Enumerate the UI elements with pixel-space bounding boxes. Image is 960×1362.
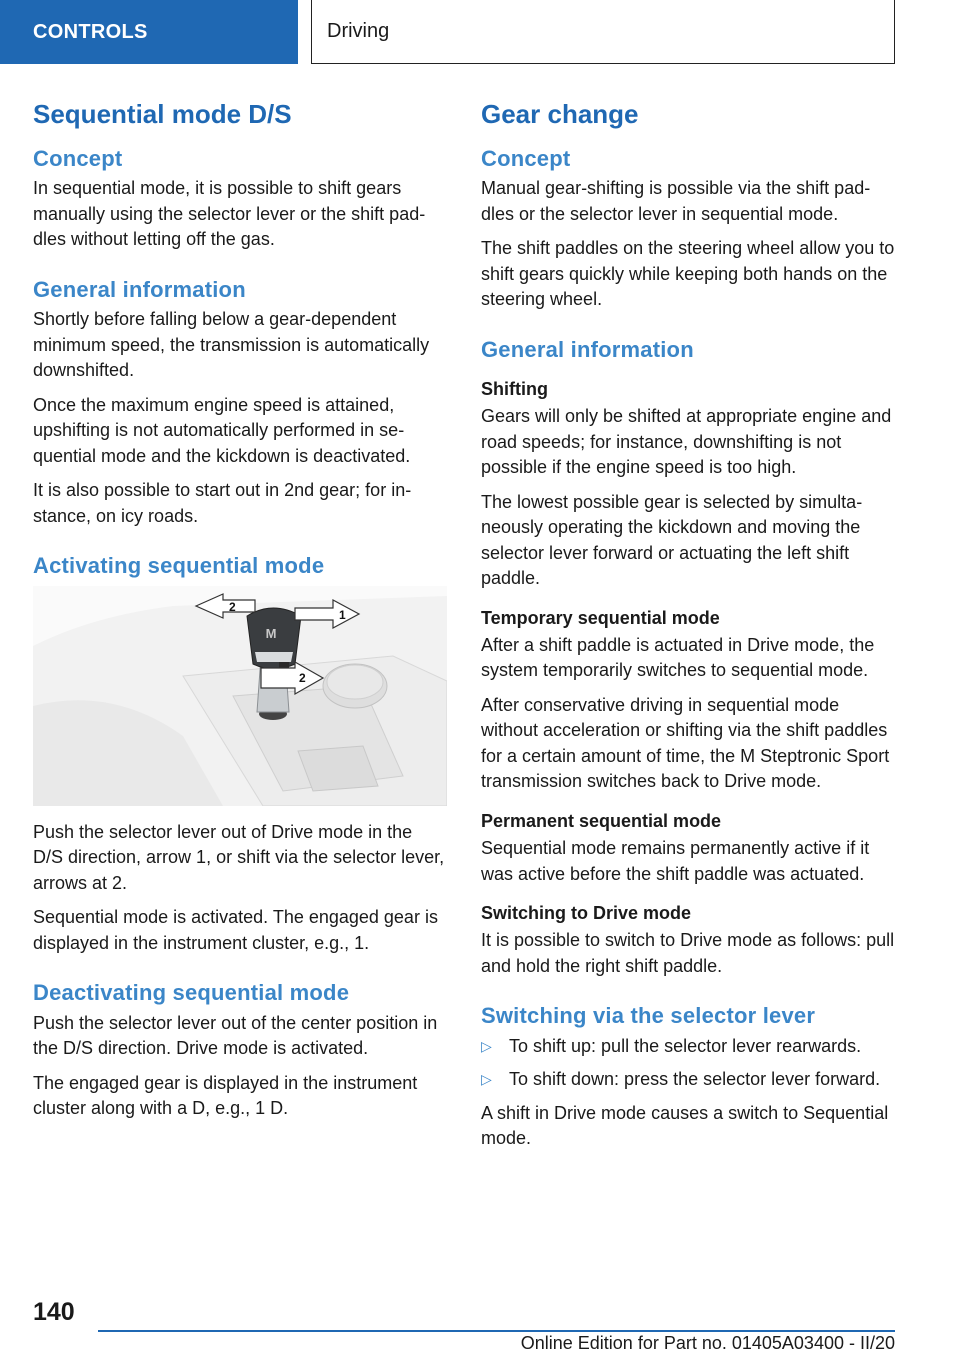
figure-label-arrow-2-top: 2 xyxy=(229,599,236,614)
paragraph: After a shift paddle is actuated in Drive mode, the system temporarily switches to sequential mode. xyxy=(481,634,875,681)
section-label: Driving xyxy=(327,20,390,42)
paragraph: It is possible to switch to Drive mode as follows: pull and hold the right shift paddle. xyxy=(481,930,895,976)
heading-deactivating-sequential-mode: Deactivating sequential mode xyxy=(33,980,350,1005)
paragraph: Push the selector lever out of Drive mode in the D/S direction, arrow 1, or shift via the selector lever, arrows at 2. xyxy=(33,821,445,893)
page-number: 140 xyxy=(33,1298,75,1326)
list-item xyxy=(481,1067,896,1093)
subheading-temporary-sequential-mode: Temporary sequential mode xyxy=(481,607,720,628)
list-item xyxy=(481,1034,896,1060)
paragraph: Once the maximum engine speed is attained, upshifting is not automatically performed in sequential mode and the kickdown is deactivated. xyxy=(33,394,411,466)
chapter-label: CONTROLS xyxy=(33,20,148,43)
paragraph: Shortly before falling below a gear-dependent minimum speed, the transmission is automatically downshifted. xyxy=(33,309,430,380)
shift-steps-list xyxy=(481,1034,896,1093)
chapter-tab xyxy=(0,0,298,64)
page-title-gear-change: Gear change xyxy=(481,99,639,129)
figure-logo-m: M xyxy=(265,625,277,641)
footer-divider xyxy=(98,1330,895,1332)
subheading-permanent-sequential-mode: Permanent sequential mode xyxy=(481,810,722,831)
heading-activating-sequential-mode: Activating sequential mode xyxy=(33,553,325,578)
heading-switching-via-selector-lever: Switching via the selector lever xyxy=(481,1003,816,1029)
paragraph: The shift paddles on the steering wheel allow you to shift gears quickly while keeping both hands on the steering wheel. xyxy=(481,238,895,309)
heading-concept: Concept xyxy=(33,145,123,171)
paragraph: Manual gear-shifting is possible via the shift paddles or the selector lever in sequential mode. xyxy=(481,178,871,224)
figure-label-arrow-1: 1 xyxy=(339,607,346,622)
paragraph: The engaged gear is displayed in the instrument cluster along with a D, e.g., 1 D. xyxy=(33,1072,418,1118)
right-column xyxy=(481,98,896,1161)
subheading-switching-to-drive-mode: Switching to Drive mode xyxy=(481,903,692,924)
section-header xyxy=(311,0,895,64)
paragraph: It is also possible to start out in 2nd gear; for instance, on icy roads. xyxy=(33,480,412,526)
paragraph: In sequential mode, it is possible to shift gears manually using the selector lever or the shift paddles without letting off the gas. xyxy=(33,178,426,249)
figure-label-arrow-2-bottom: 2 xyxy=(299,670,306,685)
triangle-bullet-icon: ▷ xyxy=(481,1071,492,1088)
paragraph: A shift in Drive mode causes a switch to Sequential mode. xyxy=(481,1102,889,1149)
edition-footer: Online Edition for Part no. 01405A03400 - II/20 xyxy=(520,1333,895,1353)
paragraph: After conservative driving in sequential mode without acceleration or shifting via the shift paddles for a certain amount of time, the M Steptronic Sport transmission switches back to Drive mode. xyxy=(481,694,890,792)
heading-general-information: General information xyxy=(33,276,246,302)
heading-general-information: General information xyxy=(481,336,694,362)
page-title-sequential-mode: Sequential mode D/S xyxy=(33,99,292,129)
triangle-bullet-icon: ▷ xyxy=(481,1037,492,1054)
left-column xyxy=(33,98,447,1131)
subheading-shifting: Shifting xyxy=(481,379,548,399)
paragraph: The lowest possible gear is selected by simultaneously operating the kickdown and moving the selector lever forward or actuating the left shift paddle. xyxy=(481,491,863,589)
selector-lever-illustration xyxy=(33,586,447,806)
paragraph: Gears will only be shifted at appropriate engine and road speeds; for instance, downshifting is not possible if the engine speed is too high. xyxy=(481,406,892,478)
list-item-text: To shift down: press the selector lever forward. xyxy=(509,1069,881,1090)
list-item-text: To shift up: pull the selector lever rearwards. xyxy=(509,1035,862,1056)
paragraph: Sequential mode is activated. The engaged gear is displayed in the instrument cluster, e.g., 1. xyxy=(33,907,438,953)
paragraph: Sequential mode remains permanently active if it was active before the shift paddle was actuated. xyxy=(481,838,870,884)
heading-concept: Concept xyxy=(481,145,571,171)
paragraph: Push the selector lever out of the center position in the D/S direction. Drive mode is activated. xyxy=(33,1012,438,1058)
